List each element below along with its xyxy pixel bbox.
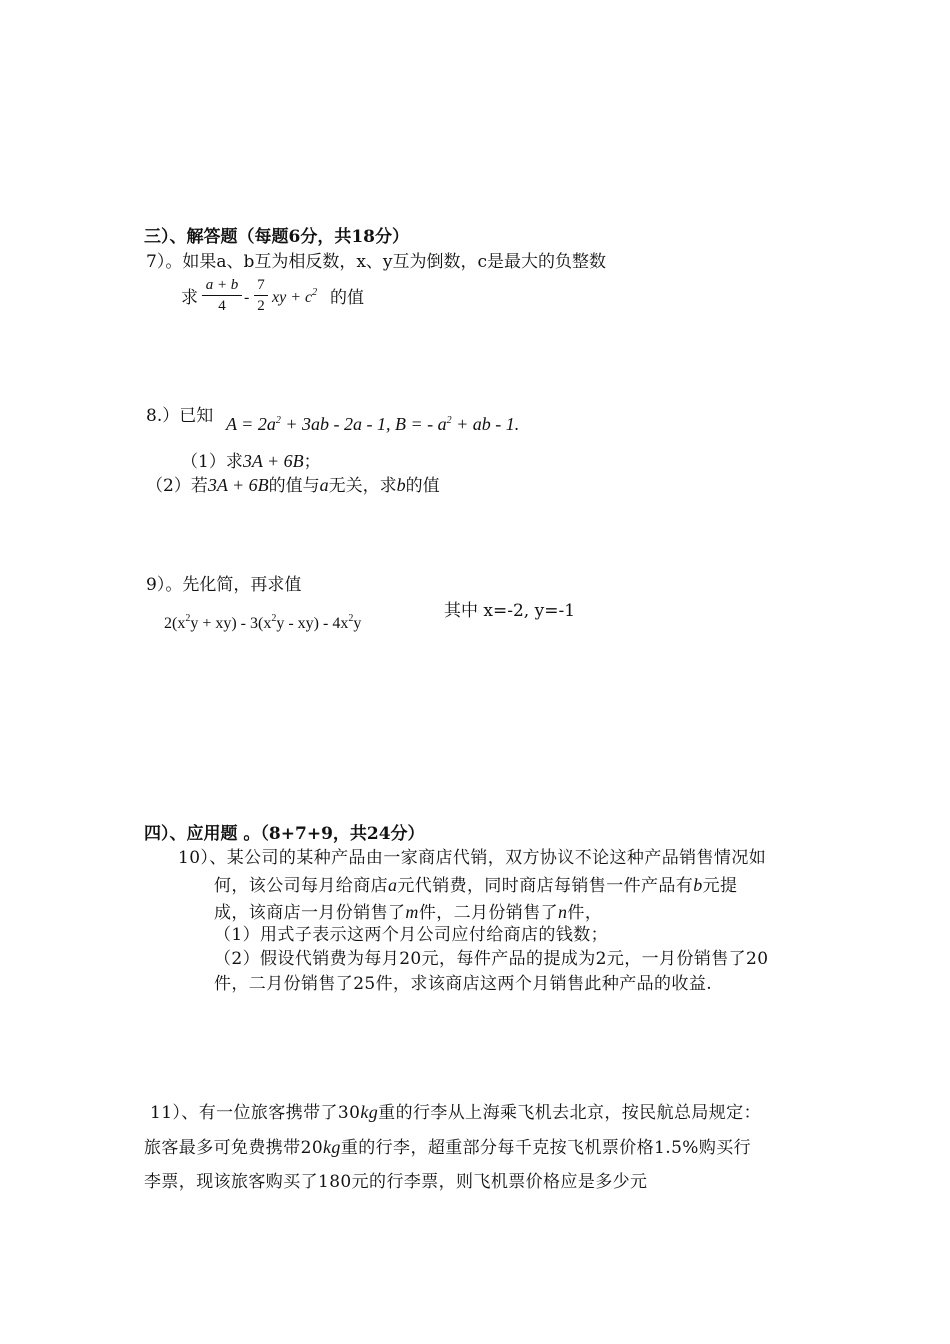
question-8-part-1: （1）求3A + 6B； [181,451,321,472]
question-7-intro: 7）。如果a、b互为相反数，x、y互为倒数，c是最大的负整数 [146,252,607,272]
question-9-title: 9）。先化简，再求值 [146,575,302,595]
question-10-line-1: 10）、某公司的某种产品由一家商店代销，双方协议不论这种产品销售情况如 [178,848,767,868]
question-8-prefix: 8.）已知 [146,406,214,426]
question-10-part-2-line-1: （2）假设代销费为每月20元，每件产品的提成为2元，一月份销售了20 [214,949,769,969]
q7-frac2-numerator: 7 [257,277,265,293]
q7-fraction-2 [254,276,268,315]
fraction-bar [254,295,268,296]
q7-frac2-denominator: 2 [257,298,265,314]
section-4-heading: 四）、应用题 。（8+7+9，共24分） [144,824,425,844]
q7-fraction-1 [202,276,242,315]
q7-ask-suffix: 的值 [330,288,364,308]
question-11-line-3: 李票，现该旅客购买了180元的行李票，则飞机票价格应是多少元 [144,1172,648,1192]
question-11-line-2: 旅客最多可免费携带20kg重的行李，超重部分每千克按飞机票价格1.5%购买行 [144,1137,752,1158]
question-8-part-2: （2）若3A + 6B的值与a无关，求b的值 [146,475,440,496]
q7-expr-tail: xy + $c^2$ [272,287,318,306]
q7-frac1-numerator: a + b [205,277,239,293]
section-3-heading: 三）、解答题（每题6分，共18分） [144,227,409,247]
question-9-expression: $2(x^2y + xy) - 3(x^2y - xy) - 4x^2y$ [164,613,362,632]
q7-frac1-denominator: 4 [218,298,226,314]
question-11-line-1: 11）、有一位旅客携带了30kg重的行李从上海乘飞机去北京，按民航总局规定： [150,1102,761,1123]
fraction-bar [202,295,242,296]
q7-ask-prefix: 求 [181,288,198,308]
question-8-formula: $A = 2a^2 + 3ab - 2a - 1$, B = - $a^2$ + ab - 1. [226,414,520,434]
question-10-line-2: 何，该公司每月给商店a元代销费，同时商店每销售一件产品有b元提 [214,875,738,896]
question-10-part-2-line-2: 件，二月份销售了25件，求该商店这两个月销售此种产品的收益. [214,974,713,994]
question-9-condition: 其中 x=-2, y=-1 [444,601,576,621]
question-10-line-3: 成，该商店一月份销售了m件，二月份销售了n件， [214,902,603,923]
q7-minus: - [244,289,250,306]
question-10-part-1: （1）用式子表示这两个月公司应付给商店的钱数； [214,925,609,945]
